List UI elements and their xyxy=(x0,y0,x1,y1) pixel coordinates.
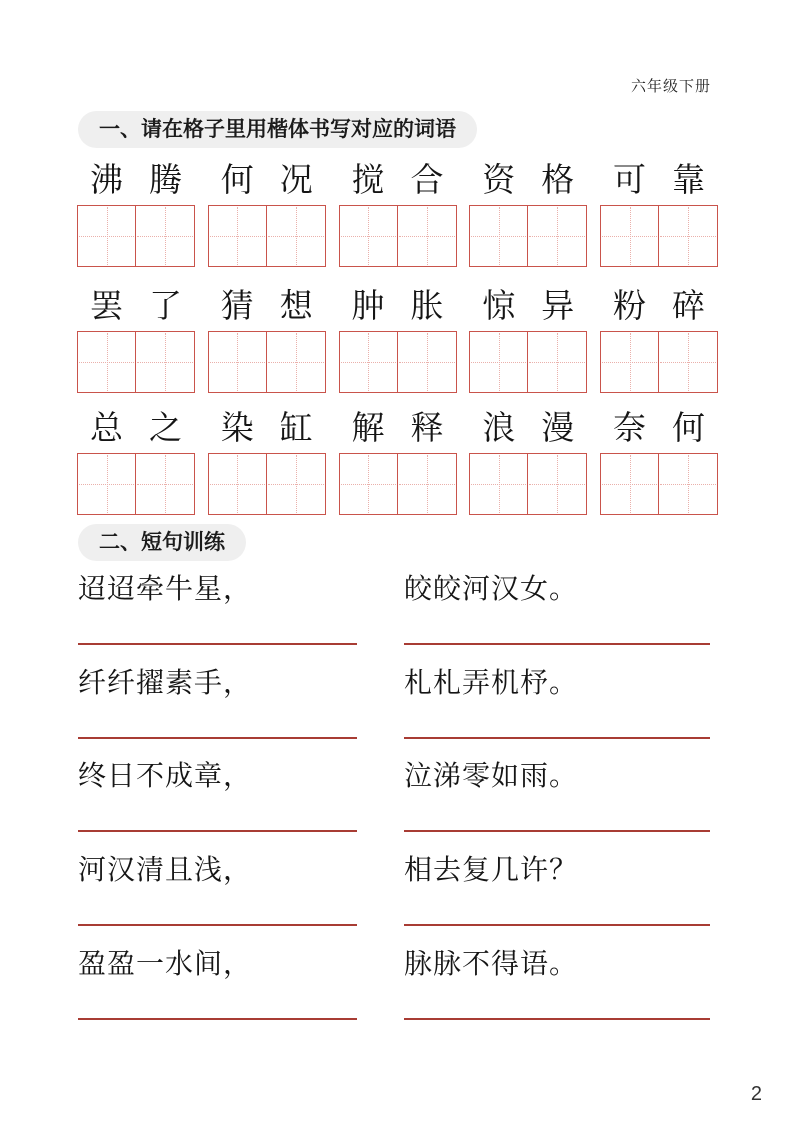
page-number: 2 xyxy=(750,1083,762,1105)
grid-cell xyxy=(398,206,456,266)
poem-line: 纤纤擢素手， xyxy=(78,668,253,699)
couplet-left xyxy=(78,760,357,793)
word-char: 浪 xyxy=(482,411,516,447)
word-char: 异 xyxy=(541,289,575,325)
answer-line xyxy=(404,1018,710,1020)
writing-grid xyxy=(469,205,587,267)
word-char: 肿 xyxy=(351,289,385,325)
word-char: 解 xyxy=(351,411,385,447)
word-pair xyxy=(600,408,718,453)
word-pair xyxy=(339,160,457,205)
couplet-row xyxy=(78,760,715,834)
word-row xyxy=(77,160,718,267)
word-pair xyxy=(339,286,457,331)
grid-cell xyxy=(398,332,456,392)
poem-line: 盈盈一水间， xyxy=(78,949,253,980)
word-char: 释 xyxy=(410,411,444,447)
couplet-row xyxy=(78,573,715,647)
writing-grid xyxy=(600,331,718,393)
poem-line: 札札弄机杼。 xyxy=(404,668,579,699)
section2-heading: 二、短句训练 xyxy=(78,524,246,561)
word-char: 资 xyxy=(482,163,516,199)
word-pair xyxy=(339,408,457,453)
writing-grids-line xyxy=(77,453,718,515)
poem-line: 皎皎河汉女。 xyxy=(404,574,579,605)
grid-cell xyxy=(340,332,398,392)
grid-cell xyxy=(601,332,659,392)
word-char: 碎 xyxy=(672,289,705,325)
grid-cell xyxy=(267,454,325,514)
word-char: 猜 xyxy=(220,289,254,325)
grid-cell xyxy=(528,206,586,266)
grid-cell xyxy=(601,454,659,514)
couplet-left xyxy=(78,667,357,700)
couplet-left xyxy=(78,948,357,981)
answer-line xyxy=(404,643,710,645)
word-pair xyxy=(469,160,587,205)
word-char: 之 xyxy=(149,411,182,447)
word-pair xyxy=(77,408,195,453)
poem-line: 相去复几许？ xyxy=(404,855,579,886)
answer-line xyxy=(404,924,710,926)
word-char: 况 xyxy=(279,163,313,199)
word-pair xyxy=(208,286,326,331)
writing-grid xyxy=(469,453,587,515)
poem-line: 泣涕零如雨。 xyxy=(404,761,579,792)
poem-line: 终日不成章， xyxy=(78,761,253,792)
word-pair xyxy=(208,408,326,453)
couplet-right xyxy=(404,948,710,981)
word-char: 腾 xyxy=(149,163,182,199)
grid-cell xyxy=(340,454,398,514)
answer-line xyxy=(78,830,357,832)
answer-line xyxy=(78,924,357,926)
word-char: 了 xyxy=(149,289,182,325)
grid-cell xyxy=(528,454,586,514)
word-char: 缸 xyxy=(279,411,313,447)
answer-line xyxy=(78,737,357,739)
word-chars-line xyxy=(77,160,718,205)
grid-cell xyxy=(340,206,398,266)
word-char: 胀 xyxy=(410,289,444,325)
grid-cell xyxy=(209,206,267,266)
word-char: 粉 xyxy=(613,289,646,325)
word-char: 合 xyxy=(410,163,444,199)
word-chars-line xyxy=(77,286,718,331)
word-char: 沸 xyxy=(90,163,123,199)
word-char: 奈 xyxy=(613,411,646,447)
couplet-right xyxy=(404,573,710,606)
word-pair xyxy=(600,160,718,205)
couplet-row xyxy=(78,667,715,741)
booklet-title: 六年级下册 xyxy=(630,79,711,95)
word-char: 染 xyxy=(220,411,254,447)
couplet-right xyxy=(404,667,710,700)
grid-cell xyxy=(267,206,325,266)
writing-grid xyxy=(77,453,195,515)
writing-grid xyxy=(208,205,326,267)
word-char: 总 xyxy=(90,411,123,447)
grid-cell xyxy=(209,454,267,514)
word-char: 靠 xyxy=(672,163,705,199)
word-char: 想 xyxy=(279,289,313,325)
writing-grid xyxy=(469,331,587,393)
word-pair xyxy=(77,160,195,205)
grid-cell xyxy=(136,454,194,514)
word-char: 何 xyxy=(220,163,254,199)
grid-cell xyxy=(659,332,717,392)
word-char: 何 xyxy=(672,411,705,447)
grid-cell xyxy=(78,332,136,392)
writing-grid xyxy=(208,453,326,515)
writing-grid xyxy=(600,453,718,515)
grid-cell xyxy=(398,454,456,514)
word-char: 搅 xyxy=(351,163,385,199)
grid-cell xyxy=(136,206,194,266)
answer-line xyxy=(78,643,357,645)
grid-cell xyxy=(209,332,267,392)
writing-grids-line xyxy=(77,331,718,393)
poem-line: 脉脉不得语。 xyxy=(404,949,579,980)
word-pair xyxy=(600,286,718,331)
writing-grid xyxy=(339,331,457,393)
word-char: 罢 xyxy=(90,289,123,325)
grid-cell xyxy=(659,206,717,266)
couplet-left xyxy=(78,854,357,887)
answer-line xyxy=(404,830,710,832)
section1-heading: 一、请在格子里用楷体书写对应的词语 xyxy=(78,111,477,148)
grid-cell xyxy=(528,332,586,392)
writing-grid xyxy=(77,205,195,267)
word-char: 可 xyxy=(613,163,646,199)
writing-grid xyxy=(600,205,718,267)
poem-line: 迢迢牵牛星， xyxy=(78,574,253,605)
poem-line: 河汉清且浅， xyxy=(78,855,253,886)
grid-cell xyxy=(267,332,325,392)
grid-cell xyxy=(470,454,528,514)
couplet-row xyxy=(78,854,715,928)
couplet-left xyxy=(78,573,357,606)
word-row xyxy=(77,408,718,515)
writing-grid xyxy=(339,453,457,515)
couplet-right xyxy=(404,854,710,887)
word-chars-line xyxy=(77,408,718,453)
grid-cell xyxy=(136,332,194,392)
word-row xyxy=(77,286,718,393)
word-pair xyxy=(77,286,195,331)
grid-cell xyxy=(78,454,136,514)
grid-cell xyxy=(78,206,136,266)
word-char: 漫 xyxy=(541,411,575,447)
writing-grid xyxy=(339,205,457,267)
word-char: 惊 xyxy=(482,289,516,325)
grid-cell xyxy=(470,206,528,266)
writing-grid xyxy=(77,331,195,393)
word-pair xyxy=(469,408,587,453)
word-char: 格 xyxy=(541,163,575,199)
couplet-right xyxy=(404,760,710,793)
answer-line xyxy=(404,737,710,739)
word-pair xyxy=(469,286,587,331)
writing-grids-line xyxy=(77,205,718,267)
writing-grid xyxy=(208,331,326,393)
grid-cell xyxy=(470,332,528,392)
answer-line xyxy=(78,1018,357,1020)
grid-cell xyxy=(601,206,659,266)
couplet-row xyxy=(78,948,715,1022)
word-pair xyxy=(208,160,326,205)
grid-cell xyxy=(659,454,717,514)
